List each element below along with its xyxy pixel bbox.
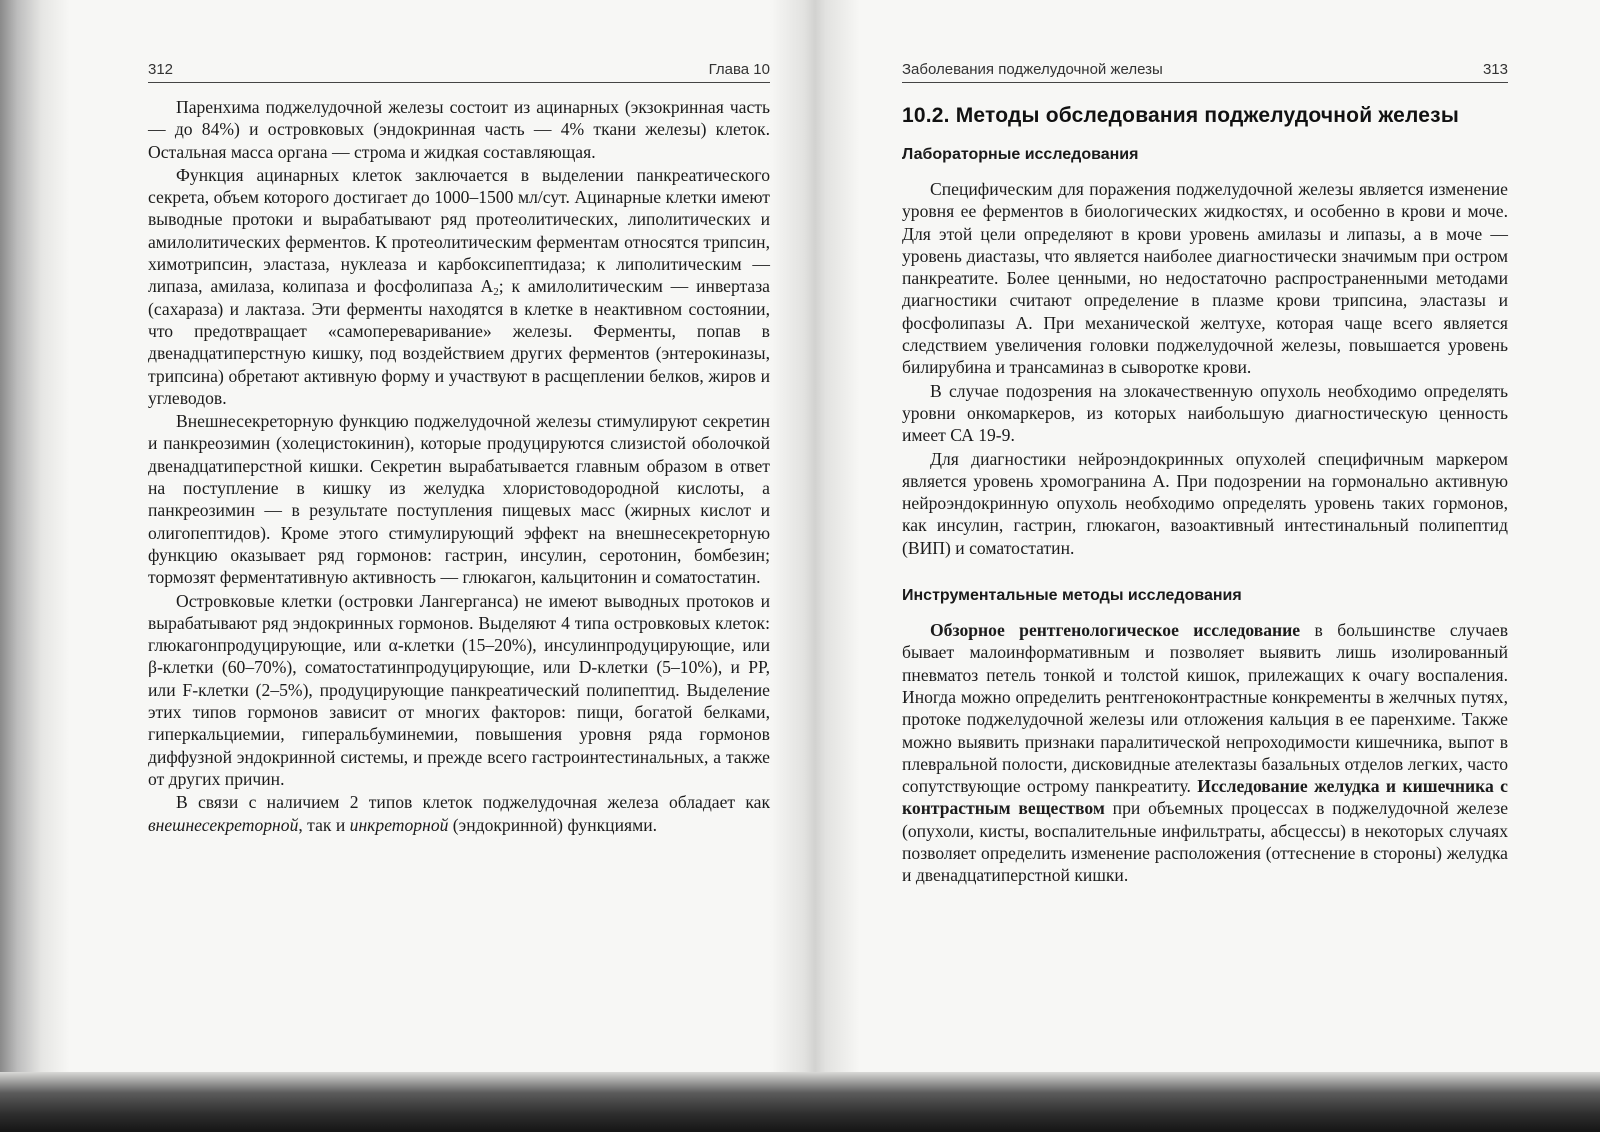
term-xray-survey: Обзорное рентгенологическое исследование (930, 620, 1301, 641)
term-contrast-study: Исследование желудка и кишечника с контрастным веществом (902, 776, 1508, 819)
right-page-body (902, 96, 1508, 887)
section-running-title: Заболевания поджелудочной железы (902, 61, 1163, 78)
last-text-3: (эндокринной) функциями. (448, 814, 658, 835)
right-running-head (902, 56, 1508, 83)
section-title: 10.2. Методы обследования поджелудочной железы (902, 104, 1459, 127)
subscript-2: 2 (493, 286, 499, 299)
page-edge-shadow (0, 0, 70, 1132)
term-incretory: инкреторной (349, 814, 449, 835)
term-exocrine: внешнесекреторной (148, 814, 299, 835)
subsection-instrumental-title: Инструментальные методы исследования (902, 587, 1242, 605)
acinar-text: Функция ацинарных клеток заключается в выделении панкреатического секрета, объем которого достигает до 1000–1500 мл/сут. Ацинарные клетки имеют выводные протоки и вырабатывают ряд протеолитических, липолитических и амилолитических ферментов. К протеолитическим ферментам относятся трипсин, химотрипсин, эластаза, нуклеаза и карбоксипептидаза; к липолитическим — липаза, амилаза, колипаза и фосфолипаза А (148, 164, 770, 297)
book-gutter (770, 0, 860, 1132)
right-page (902, 0, 1508, 1070)
paragraph-enzymes: Специфическим для поражения поджелудочной железы является изменение уровня ее ферментов в биологических жидкостях, и особенно в крови и моче. Для этой цели определяют в крови уровень амилазы и липазы, а в моче — уровень диастазы, что является наиболее диагностически значимым при остром панкреатите. Более ценными, но недостаточно распространенными методами диагностики считают определение в плазме крови трипсина, эластазы и фосфолипазы А. При механической желтухе, которая чаще всего является следствием увеличения головки поджелудочной железы, повышается уровень билирубина и трансаминаз в сыворотке крови. (902, 179, 1508, 378)
chapter-label: Глава 10 (708, 61, 770, 78)
left-running-head (148, 56, 770, 83)
last-text-2: , так и (298, 814, 350, 835)
left-page (148, 0, 770, 1070)
paragraph-islet-cells: Островковые клетки (островки Лангерганса) не имеют выводных протоков и вырабатывают ряд эндокринных гормонов. Выделяют 4 типа островковых клеток: глюкагонпродуцирующие, или α-клетки (15–20%), инсулинпродуцирующие, или β-клетки (60–70%), соматостатинпродуцирующие, или D-клетки (5–10%), и РР, или F-клетки (2–5%), продуцирующие панкреатический полипептид. Выделение этих типов гормонов зависит от многих факторов: пищи, богатой белками, гиперкальциемии, гиперальбуминемии, повышения уровня ряда гормонов диффузной эндокринной системы, и прежде всего гастроинтестинальных, а также от других причин. (148, 590, 770, 789)
xray-text: в большинстве случаев бывает малоинформативным и позволяет выявить лишь изолированный пневматоз петель тонкой и толстой кишок, прилежащих к очагу воспаления. Иногда можно определить рентгеноконтрастные конкременты в желчных путях, протоке поджелудочной железы или отложения кальция в ее паренхиме. Также можно выявить признаки паралитической непроходимости кишечника, выпот в плевральной полости, дисковидные ателектазы базальных отделов легких, часто сопутствующие острому панкреатиту. (902, 620, 1508, 797)
paragraph-parenchyma: Паренхима поджелудочной железы состоит из ацинарных (экзокринная часть — до 84%) и островковых (эндокринная часть — 4% ткани железы) клеток. Остальная масса органа — строма и жидкая составляющая. (148, 97, 770, 162)
paragraph-tumor-markers: В случае подозрения на злокачественную опухоль необходимо определять уровни онкомаркеров, из которых наибольшую диагностическую ценность имеет СА 19-9. (902, 380, 1508, 446)
paragraph-two-cell-types (148, 791, 770, 836)
paragraph-xray (902, 619, 1508, 887)
scan-bottom-shadow (0, 1072, 1600, 1132)
paragraph-neuroendocrine: Для диагностики нейроэндокринных опухолей специфичным маркером является уровень хромогранина А. При подозрении на гормонально активную нейроэндокринную опухоль необходимо определять уровень таких гормонов, как инсулин, гастрин, глюкагон, вазоактивный интестинальный полипептид (ВИП) и соматостатин. (902, 448, 1508, 558)
page-number-left: 312 (148, 61, 174, 78)
left-page-body (148, 96, 770, 836)
acinar-text-tail: ; к амилолитическим — инвертаза (сахараза) и лактаза. Эти ферменты находятся в клетке в неактивном состоянии, что предотвращает «самопереваривание» железы. Ферменты, попав в двенадцатиперстную кишку, под воздействием других ферментов (энтерокиназы, трипсина) обретают активную форму и участвуют в расщеплении белков, жиров и углеводов. (148, 276, 770, 408)
subsection-lab-title: Лабораторные исследования (902, 146, 1139, 163)
last-text-1: В связи с наличием 2 типов клеток поджелудочная железа обладает как (176, 792, 770, 813)
paragraph-exocrine-stimulation: Внешнесекреторную функцию поджелудочной железы стимулируют секретин и панкреозимин (холецистокинин), которые продуцируются слизистой оболочкой двенадцатиперстной кишки. Секретин вырабатывается главным образом в ответ на поступление в кишку из желудка хлористоводородной кислоты, а панкреозимин — в результате поступления пищевых масс (жирных кислот и олигопептидов). Кроме этого стимулирующий эффект на внешнесекреторную функцию оказывает ряд гормонов: гастрин, инсулин, серотонин, бомбезин; тормозят ферментативную активность — глюкагон, кальцитонин и соматостатин. (148, 411, 770, 588)
paragraph-acinar-function (148, 164, 770, 409)
contrast-text: при объемных процессах в поджелудочной железе (опухоли, кисты, воспалительные инфильтраты, абсцессы) в некоторых случаях позволяет определить изменение расположения (оттеснение в стороны) желудка и двенадцатиперстной кишки. (902, 798, 1508, 886)
page-number-right: 313 (1482, 61, 1508, 78)
